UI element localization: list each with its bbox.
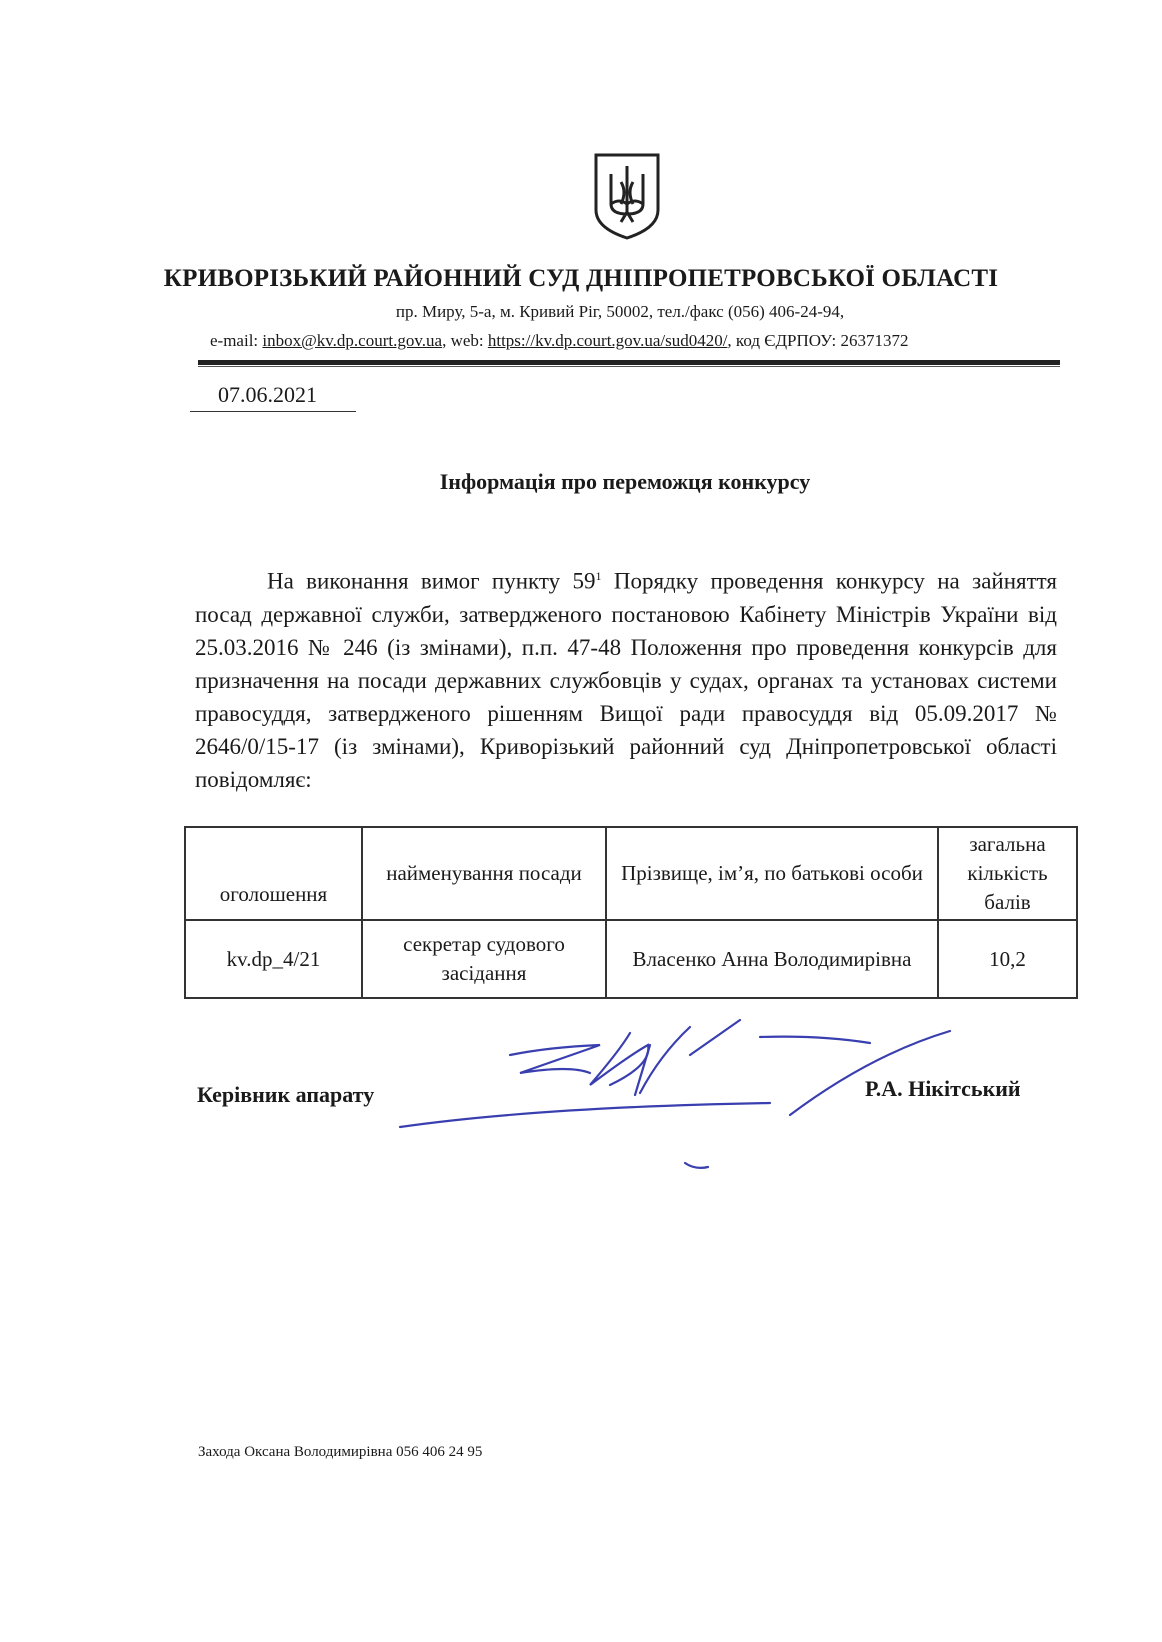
signatory-role: Керівник апарату [197, 1082, 375, 1107]
signatory-name: Р.А. Нікітський [865, 1076, 1021, 1101]
executor-contact: Захода Оксана Володимирівна 056 406 24 95 [198, 1444, 483, 1460]
document-date: 07.06.2021 [218, 382, 317, 407]
header-cell: Прізвище, ім’я, по батькові особи [606, 827, 938, 920]
header-cell: найменування посади [362, 827, 606, 920]
cell-announcement: kv.dp_4/21 [185, 920, 362, 998]
email-label: e-mail: [210, 331, 263, 350]
header-cell: оголошення [185, 827, 362, 920]
document-title: Інформація про переможця конкурсу [439, 469, 811, 494]
body-text-1: На виконання вимог пункту 59 [267, 568, 596, 594]
body-text-2: Порядку проведення конкурсу на зайняття посад державної служби, затвердженого постановою Кабінету Міністрів України від 25.03.2016 № 246 (із змінами), п.п. 47-48 Положення про проведення конкурсів для призначення на посади державних службовців у судах, органах та установах системи правосуддя, затвердженого рішенням Вищої ради правосуддя від 05.09.2017 № 2646/0/15-17 (із змінами), Криворізький районний суд Дніпропетровської області повідомляє: [195, 568, 1057, 792]
table-header-row [185, 827, 1077, 920]
winner-table [184, 826, 1078, 999]
court-address: пр. Миру, 5-а, м. Кривий Ріг, 50002, тел./факс (056) 406-24-94, [395, 302, 845, 321]
edrpou-code: , код ЄДРПОУ: 26371372 [727, 331, 909, 350]
cell-score: 10,2 [938, 920, 1077, 998]
email-link[interactable]: inbox@kv.dp.court.gov.ua [262, 331, 443, 350]
body-paragraph [195, 560, 1057, 796]
date-underline [190, 411, 356, 412]
web-label: , web: [442, 331, 488, 350]
header-rule [198, 360, 1060, 365]
court-contacts [210, 331, 908, 351]
cell-position: секретар судового засідання [362, 920, 606, 998]
table-row [185, 920, 1077, 998]
web-link[interactable]: https://kv.dp.court.gov.ua/sud0420/ [487, 331, 728, 350]
header-rule-thin [198, 366, 1060, 367]
cell-person: Власенко Анна Володимирівна [606, 920, 938, 998]
court-name: КРИВОРІЗЬКИЙ РАЙОННИЙ СУД ДНІПРОПЕТРОВСЬКОЇ ОБЛАСТІ [163, 265, 999, 292]
coat-of-arms-icon [593, 152, 661, 240]
header-cell: загальна кількість балів [938, 827, 1077, 920]
footnote-sup: 1 [595, 569, 602, 583]
